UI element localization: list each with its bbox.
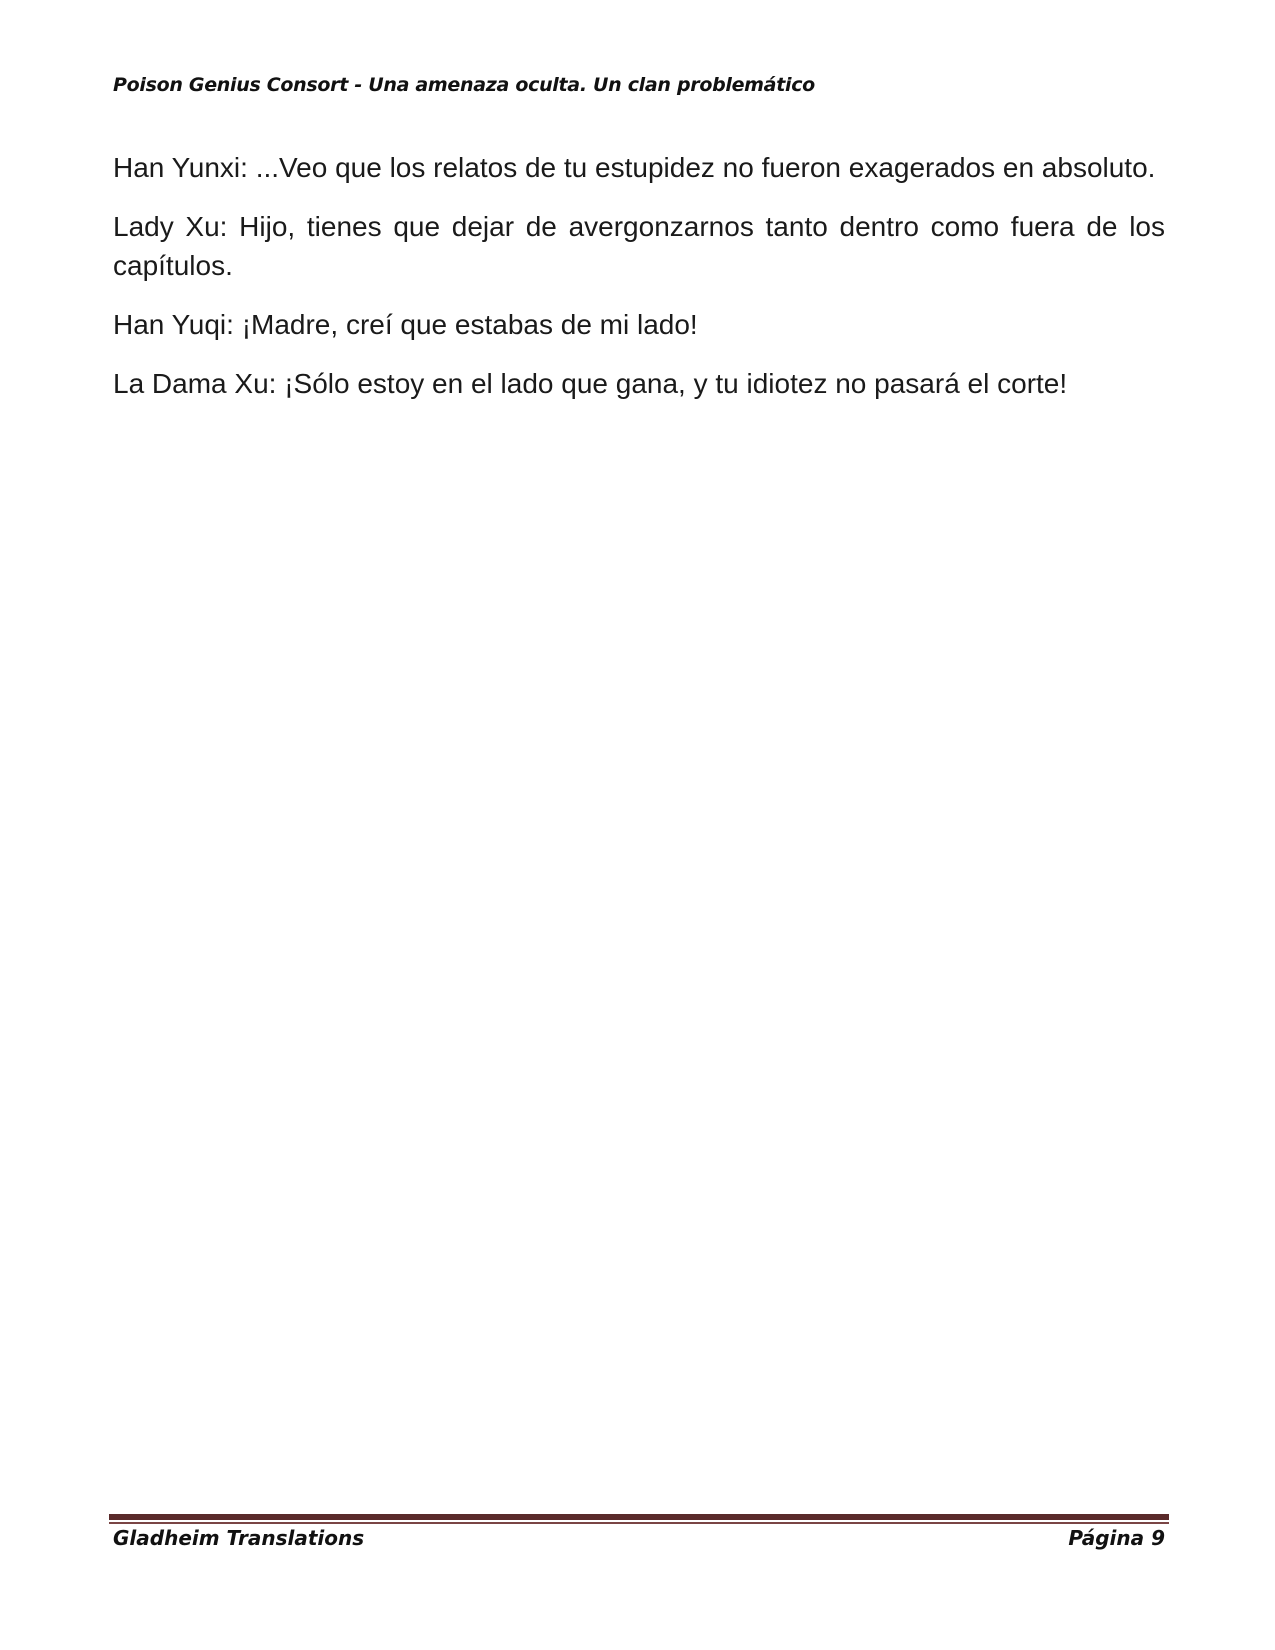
footer-divider-thin (109, 1522, 1169, 1524)
dialogue-paragraph: La Dama Xu: ¡Sólo estoy en el lado que gana, y tu idiotez no pasará el corte! (113, 368, 1068, 399)
dialogue-paragraph: Lady Xu: Hijo, tienes que dejar de avergonzarnos tanto dentro como fuera de los capítulos. (113, 211, 1165, 281)
footer-publisher: Gladheim Translations (113, 1526, 365, 1550)
footer-divider (109, 1514, 1169, 1524)
document-body (113, 148, 1165, 423)
dialogue-paragraph: Han Yuqi: ¡Madre, creí que estabas de mi lado! (113, 309, 698, 340)
page-header-title: Poison Genius Consort - Una amenaza oculta. Un clan problemático (113, 74, 815, 96)
dialogue-paragraph: Han Yunxi: ...Veo que los relatos de tu estupidez no fueron exagerados en absoluto. (113, 152, 1156, 183)
footer-page-number: Página 9 (1068, 1526, 1165, 1550)
